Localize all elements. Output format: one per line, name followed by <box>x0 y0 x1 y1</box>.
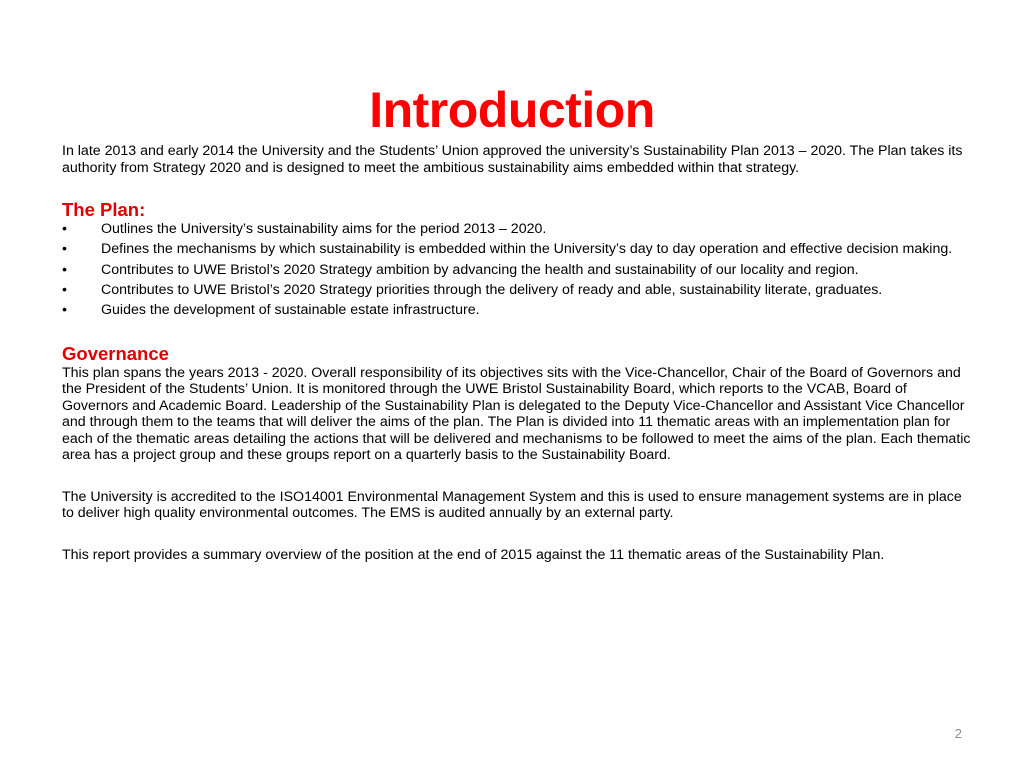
list-item <box>62 282 972 299</box>
report-paragraph: This report provides a summary overview of the position at the end of 2015 against the 11 thematic areas of the Sustainability Plan. <box>62 546 885 563</box>
bullet-icon: • <box>62 302 67 319</box>
plan-bullet-list <box>62 221 972 319</box>
bullet-icon: • <box>62 241 67 258</box>
list-item <box>62 262 972 279</box>
intro-paragraph: In late 2013 and early 2014 the University and the Students’ Union approved the university’s Sustainability Plan 2013 – 2020. The Plan takes its authority from Strategy 2020 and is designed to meet the ambitious sustainability aims embedded within that strategy. <box>62 143 963 176</box>
list-item-text: Contributes to UWE Bristol’s 2020 Strategy priorities through the delivery of ready and able, sustainability literate, graduates. <box>101 281 883 298</box>
governance-heading: Governance <box>62 342 169 364</box>
list-item-text: Guides the development of sustainable estate infrastructure. <box>101 302 480 319</box>
list-item <box>62 221 972 238</box>
governance-paragraph: This plan spans the years 2013 - 2020. Overall responsibility of its objectives sits with the Vice-Chancellor, Chair of the Board of Governors and the President of the Students’ Union. It is monitored through the UWE Bristol Sustainability Board, which reports to the VCAB, Board of Governors and Academic Board. Leadership of the Sustainability Plan is delegated to the Deputy Vice-Chancellor and Assistant Vice Chancellor and through them to the teams that will deliver the aims of the plan. The Plan is divided into 11 thematic areas with an implementation plan for each of the thematic areas detailing the actions that will be delivered and mechanisms to be followed to meet the aims of the plan. Each thematic area has a project group and these groups report on a quarterly basis to the Sustainability Board. <box>62 364 971 464</box>
plan-heading: The Plan: <box>62 199 146 220</box>
list-item-text: Defines the mechanisms by which sustainability is embedded within the University’s day to day operation and effective decision making. <box>101 241 953 258</box>
plan-section <box>62 199 972 319</box>
slide-title: Introduction <box>369 81 655 138</box>
bullet-icon: • <box>62 261 67 278</box>
bullet-icon: • <box>62 221 67 237</box>
slide-content <box>62 143 972 563</box>
page-number: 2 <box>954 726 962 741</box>
list-item <box>62 241 972 258</box>
iso-paragraph: The University is accredited to the ISO14001 Environmental Management System and this is used to ensure management systems are in place to deliver high quality environmental outcomes. The EMS is audited annually by an external party. <box>62 488 962 522</box>
list-item <box>62 302 972 319</box>
bullet-icon: • <box>62 281 67 298</box>
list-item-text: Contributes to UWE Bristol’s 2020 Strategy ambition by advancing the health and sustainability of our locality and region. <box>101 261 859 278</box>
list-item-text: Outlines the University’s sustainability aims for the period 2013 – 2020. <box>101 221 547 237</box>
